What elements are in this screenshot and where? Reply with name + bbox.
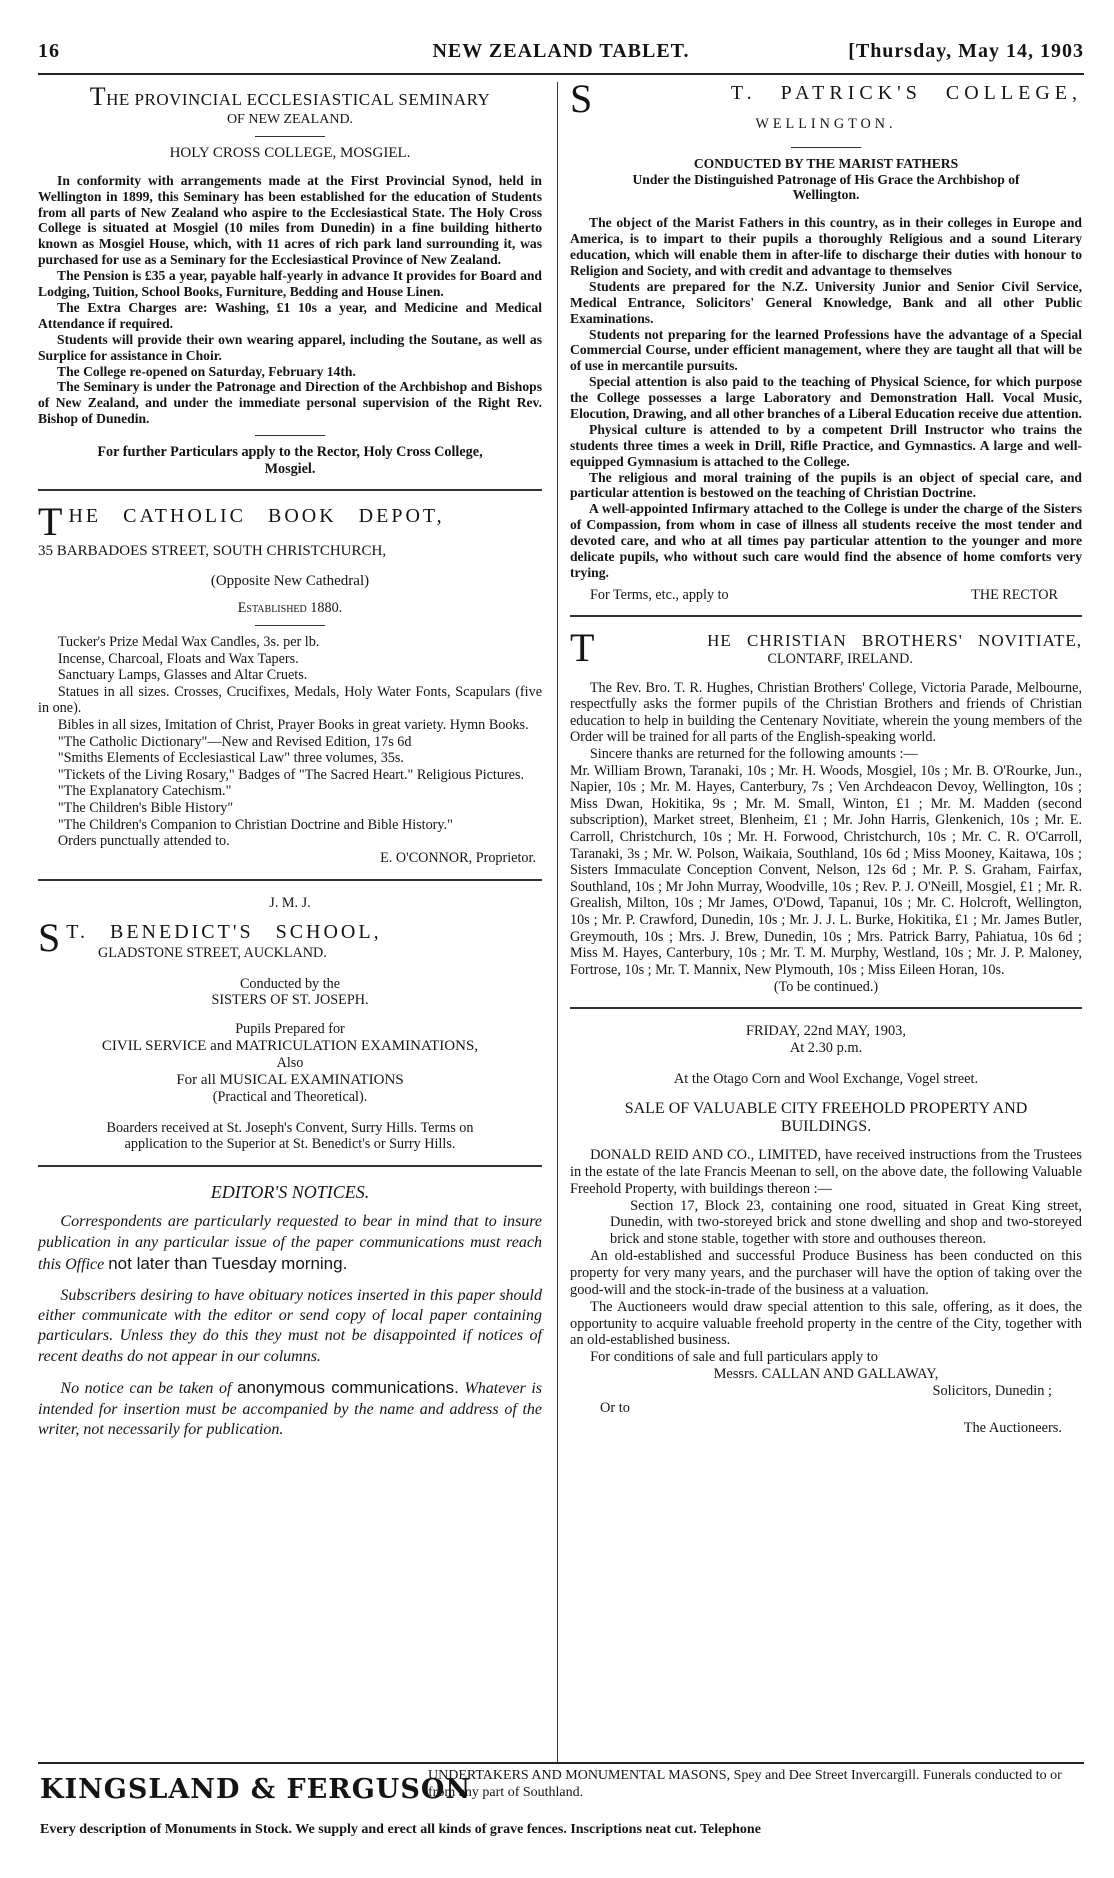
- section-rule: [38, 1165, 542, 1167]
- book-depot-title-cap: T: [38, 499, 66, 545]
- patricks-paragraph: Physical culture is attended to by a competent Drill Instructor who trains the students three times a week in Drill, Rifle Practice, and Gymnastics. A large and well-equipped Gymnasium is attached to the College.: [570, 421, 1082, 469]
- book-depot-item: "Tickets of the Living Rosary," Badges of "The Sacred Heart." Religious Pictures.: [57, 766, 525, 783]
- sale-p4: For conditions of sale and full particulars apply to: [590, 1349, 878, 1366]
- editors-p1: Correspondents are particularly requested to bear in mind that to insure publication in any particular issue of the paper communications must reach this Office: [38, 1213, 542, 1274]
- benedicts-exams: CIVIL SERVICE and MATRICULATION EXAMINATIONS,: [101, 1037, 479, 1054]
- patricks-paragraph: Special attention is also paid to the teaching of Physical Science, for which purpose the College possesses a large Laboratory and Demonstration Hall. Vocal Music, Elocution, Drawing, and all other branches of a Liberal Education receive due attention.: [570, 374, 1082, 421]
- seminary-title-line2: OF NEW ZEALAND.: [226, 111, 354, 127]
- patricks-title: T. PATRICK'S COLLEGE,: [730, 82, 1082, 104]
- book-depot-item: "The Explanatory Catechism.": [57, 783, 232, 800]
- novitiate-list: Mr. William Brown, Taranaki, 10s ; Mr. H. Woods, Mosgiel, 10s ; Mr. B. O'Rourke, Jun., Napier, 10s ; Mr. M. Hayes, Canterbury, 7s ; Ven Archdeacon Devoy, Wellington, 10s ; Miss Dwan, Hokitika, 9s ; Mr. M. Small, Winton, £1 ; Mr. M. Madden (second subscription), Market street, Blenheim, £1 ; Mr. John Harris, Glenkenich, 10s ; Mr. E. Carroll, Christchurch, 10s ; Mr. H. Forwood, Christchurch, 10s ; Mr. C. R. O'Carroll, Taranaki, 3s ; Mr. W. Polson, Waikaia, Southland, 10s 6d ; Miss Mooney, Kaitawa, 10s ; Sisters Immaculate Conception Convent, Nelson, 12s 6d ; Mr. P. S. Graham, Fairfax, Southland, 10s ; Mr John Murray, Woodville, 10s ; Rev. P. J. O'Neill, Mosgiel, £1 ; Mr. R. Grealish, Milton, 10s ; Mr James, O'Dowd, Tapanui, 10s ; Mr. C. Holcroft, Wellington, 10s ; Mr. P. Crawford, Dunedin, 10s ; Mr. J. J. L. Burke, Hokitika, £1 ; Mr. James Butler, Greymouth, 10s ; Mrs. J. Brew, Dunedin, 10s ; Mrs. Patrick Barry, Pahiatua, 10s 6d ; Miss M. Hayes, Canterbury, 10s ; Mr. T. M. Murphy, Westland, 10s ; Mr. J. P. Maloney, Fortrose, 10s ; Mr. T. Mannix, New Plymouth, 10s ; Miss Eileen Horan, 10s.: [570, 762, 1082, 978]
- benedicts-advert: [38, 895, 542, 1154]
- sale-p1: DONALD REID AND CO., LIMITED, have received instructions from the Trustees in the estate of the late Francis Meenan to sell, on the above date, the following Valuable Freehold Property, with buildings thereon :—: [570, 1147, 1082, 1197]
- right-column: [570, 76, 1082, 1437]
- patricks-rector: THE RECTOR: [971, 586, 1058, 603]
- column-divider: [557, 82, 558, 1762]
- seminary-paragraph: The Extra Charges are: Washing, £1 10s a year, and Medicine and Medical Attendance if required.: [38, 299, 542, 331]
- sale-date: FRIDAY, 22nd MAY, 1903,: [746, 1023, 906, 1040]
- benedicts-practical: (Practical and Theoretical).: [212, 1089, 368, 1106]
- editors-anonymous: anonymous communications.: [237, 1378, 459, 1398]
- book-depot-item: "The Children's Bible History": [57, 800, 234, 817]
- book-depot-opposite: (Opposite New Cathedral): [210, 572, 370, 589]
- seminary-footer: For further Particulars apply to the Rector, Holy Cross College, Mosgiel.: [97, 444, 483, 477]
- patricks-paragraph: A well-appointed Infirmary attached to the College is under the charge of the Sisters of Compassion, from whom in case of illness all students receive the most tender and devoted care, and who at all times pay particular attention to the younger and more delicate pupils, who without such care would find the absence of home comforts very trying.: [570, 501, 1082, 580]
- book-depot-item: Orders punctually attended to.: [57, 833, 230, 850]
- book-depot-proprietor: E. O'CONNOR, Proprietor.: [380, 849, 536, 866]
- patricks-advert: [570, 76, 1082, 603]
- footer-logo: KINGSLAND & FERGUSON: [40, 1774, 472, 1805]
- sale-time: At 2.30 p.m.: [789, 1039, 863, 1056]
- header-rule: [38, 73, 1084, 75]
- book-depot-item: Tucker's Prize Medal Wax Candles, 3s. per lb.: [57, 633, 320, 650]
- book-depot-item: Incense, Charcoal, Floats and Wax Tapers.: [57, 650, 299, 667]
- divider: [255, 625, 325, 626]
- issue-date: [Thursday, May 14, 1903: [848, 40, 1084, 62]
- benedicts-sisters: SISTERS OF ST. JOSEPH.: [211, 992, 369, 1009]
- benedicts-conducted: Conducted by the: [239, 975, 341, 992]
- divider: [255, 435, 325, 436]
- patricks-conducted: CONDUCTED BY THE MARIST FATHERS: [693, 155, 959, 171]
- editors-p3-rest: Whatever is intended for insertion must be accompanied by the name and address of the writer, not necessarily for publication.: [38, 1380, 543, 1439]
- patricks-patronage: Under the Distinguished Patronage of His Grace the Archbishop of Wellington.: [632, 171, 1020, 203]
- book-depot-item: Statues in all sizes. Crosses, Crucifixes, Medals, Holy Water Fonts, Scapulars (five in one).: [38, 683, 542, 717]
- book-depot-advert: [38, 499, 542, 866]
- patricks-paragraph: The religious and moral training of the pupils is an object of special care, and particular attention is bestowed on the teaching of Christian Doctrine.: [570, 469, 1082, 501]
- novitiate-title: HE CHRISTIAN BROTHERS' NOVITIATE,: [707, 631, 1082, 651]
- benedicts-boarders: Boarders received at St. Joseph's Convent, Surry Hills. Terms on application to the Superior at St. Benedict's or Surry Hills.: [106, 1119, 474, 1153]
- book-depot-established: Established 1880.: [237, 600, 343, 617]
- paper-name: NEW ZEALAND TABLET.: [432, 40, 690, 62]
- seminary-title-cap: T: [89, 82, 107, 111]
- seminary-paragraph: The Pension is £35 a year, payable half-yearly in advance It provides for Board and Lodging, Tuition, School Books, Furniture, Bedding and House Linen.: [38, 268, 542, 300]
- benedicts-title-cap: S: [38, 915, 64, 961]
- novitiate-p1: The Rev. Bro. T. R. Hughes, Christian Brothers' College, Victoria Parade, Melbourne, respectfully asks the former pupils of the Christian Brothers and friends of Christian education to help in building the Centenary Novitiate, wherein the young members of the Order will be trained for all parts of the English-speaking world.: [570, 679, 1082, 746]
- patricks-city: WELLINGTON.: [755, 116, 897, 132]
- seminary-college: HOLY CROSS COLLEGE, MOSGIEL.: [169, 145, 411, 162]
- novitiate-title-cap: T: [570, 625, 596, 671]
- page-number: 16: [38, 40, 60, 62]
- page-header: [38, 40, 1084, 74]
- patricks-paragraph: Students are prepared for the N.Z. University Junior and Senior Civil Service, Medical Entrance, Solicitors' General Knowledge, Bank and all other Public Examinations.: [570, 278, 1082, 326]
- novitiate-p2: Sincere thanks are returned for the following amounts :—: [589, 745, 918, 762]
- sale-solicitors: Solicitors, Dunedin ;: [932, 1382, 1052, 1399]
- patricks-paragraph: Students not preparing for the learned Professions have the advantage of a Special Commercial Course, under efficient management, where they are taught all that will be of use in mercantile pursuits.: [570, 326, 1082, 374]
- seminary-paragraph: In conformity with arrangements made at the First Provincial Synod, held in Wellington in 1899, this Seminary has been established for the education of Students from all parts of New Zealand who aspire to the Ecclesiastical State. The Holy Cross College is situated at Mosgiel (10 miles from Dunedin) in a fine building hitherto known as Mosgiel House, which, with 11 acres of rich park land surrounding it, was purchased for use as a Seminary for the Ecclesiastical Province of New Zealand.: [38, 172, 542, 268]
- divider: [255, 136, 325, 137]
- book-depot-item: Bibles in all sizes, Imitation of Christ, Prayer Books in great variety. Hymn Books.: [57, 717, 529, 734]
- sale-section: Section 17, Block 23, containing one rood, situated in Great King street, Dunedin, with two-storeyed brick and stone dwelling and shop and two-storeyed brick and stone stable, together with store and outhouses thereon.: [610, 1197, 1082, 1248]
- benedicts-title: T. BENEDICT'S SCHOOL,: [66, 921, 382, 944]
- benedicts-musical: For all MUSICAL EXAMINATIONS: [176, 1071, 404, 1088]
- section-rule: [570, 1007, 1082, 1009]
- divider: [791, 147, 861, 148]
- section-rule: [38, 489, 542, 491]
- benedicts-jmj: J. M. J.: [269, 894, 311, 911]
- benedicts-pupils: Pupils Prepared for: [235, 1020, 345, 1037]
- seminary-paragraph: The Seminary is under the Patronage and Direction of the Archbishop and Bishops of New Zealand, and under the immediate personal supervision of the Right Rev. Bishop of Dunedin.: [38, 379, 542, 427]
- novitiate-continued: (To be continued.): [773, 978, 879, 995]
- footer-rule: [38, 1762, 1084, 1764]
- seminary-paragraph: Students will provide their own wearing apparel, including the Soutane, as well as Surplice for assistance in Choir.: [38, 331, 542, 363]
- section-rule: [38, 879, 542, 881]
- book-depot-item: Sanctuary Lamps, Glasses and Altar Cruets.: [57, 667, 308, 684]
- editors-p2: Subscribers desiring to have obituary notices inserted in this paper should either communicate with the editor or send copy of local paper containing particulars. Unless they do this they must not be disappointed if notices of recent deaths do not appear in our columns.: [38, 1286, 542, 1365]
- sale-p2: An old-established and successful Produce Business has been conducted on this property for very many years, and the purchaser will have the option of taking over the good-will and the stock-in-trade of the business at a valuation.: [570, 1248, 1082, 1298]
- patricks-title-cap: S: [570, 76, 596, 121]
- patricks-terms: For Terms, etc., apply to: [590, 586, 729, 603]
- book-depot-address: 35 BARBADOES STREET, SOUTH CHRISTCHURCH,: [38, 543, 387, 560]
- book-depot-item: "The Catholic Dictionary"—New and Revised Edition, 17s 6d: [57, 733, 412, 750]
- editors-p3-start: No notice can be taken of: [60, 1380, 232, 1398]
- novitiate-advert: [570, 625, 1082, 995]
- sale-messrs: Messrs. CALLAN AND GALLAWAY,: [713, 1366, 939, 1383]
- book-depot-item: "The Children's Companion to Christian Doctrine and Bible History.": [57, 816, 453, 833]
- benedicts-address: GLADSTONE STREET, AUCKLAND.: [98, 945, 327, 962]
- sale-p3: The Auctioneers would draw special attention to this sale, offering, as it does, the opportunity to acquire valuable freehold property in the centre of the City, together with an old-established business.: [570, 1298, 1082, 1349]
- benedicts-also: Also: [276, 1055, 304, 1072]
- book-depot-title: HE CATHOLIC BOOK DEPOT,: [68, 505, 445, 528]
- editors-title: EDITOR'S NOTICES.: [210, 1182, 370, 1203]
- patricks-paragraph: The object of the Marist Fathers in this country, as in their colleges in Europe and America, is to impart to their pupils a thoroughly Religious and a sound Literary education, which will enable them in after-life to discharge their duties with honour to Religion and Society, and with credit and advantage to themselves: [570, 215, 1082, 278]
- sale-venue: At the Otago Corn and Wool Exchange, Vogel street.: [673, 1070, 979, 1087]
- seminary-title: HE PROVINCIAL ECCLESIASTICAL SEMINARY: [106, 90, 491, 109]
- left-column: [38, 82, 542, 1441]
- sale-title: SALE OF VALUABLE CITY FREEHOLD PROPERTY AND BUILDINGS.: [624, 1099, 1028, 1136]
- editors-deadline: not later than Tuesday morning.: [108, 1254, 348, 1274]
- sale-or-to: Or to: [600, 1399, 630, 1416]
- seminary-advert: [38, 82, 542, 477]
- sale-auctioneers: The Auctioneers.: [963, 1419, 1062, 1436]
- sale-advert: [570, 1023, 1082, 1436]
- footer-bottom: Every description of Monuments in Stock. We supply and erect all kinds of grave fences. Inscriptions neat cut. Telephone: [40, 1822, 761, 1837]
- footer-trade: UNDERTAKERS AND MONUMENTAL MASONS, Spey and Dee Street Invercargill. Funerals conducted to or from any part of Southland.: [428, 1768, 1062, 1800]
- seminary-paragraph: The College re-opened on Saturday, February 14th.: [57, 363, 356, 379]
- section-rule: [570, 615, 1082, 617]
- editors-notices: [38, 1181, 542, 1441]
- book-depot-item: "Smiths Elements of Ecclesiastical Law" three volumes, 35s.: [57, 750, 404, 767]
- novitiate-location: CLONTARF, IRELAND.: [767, 650, 913, 667]
